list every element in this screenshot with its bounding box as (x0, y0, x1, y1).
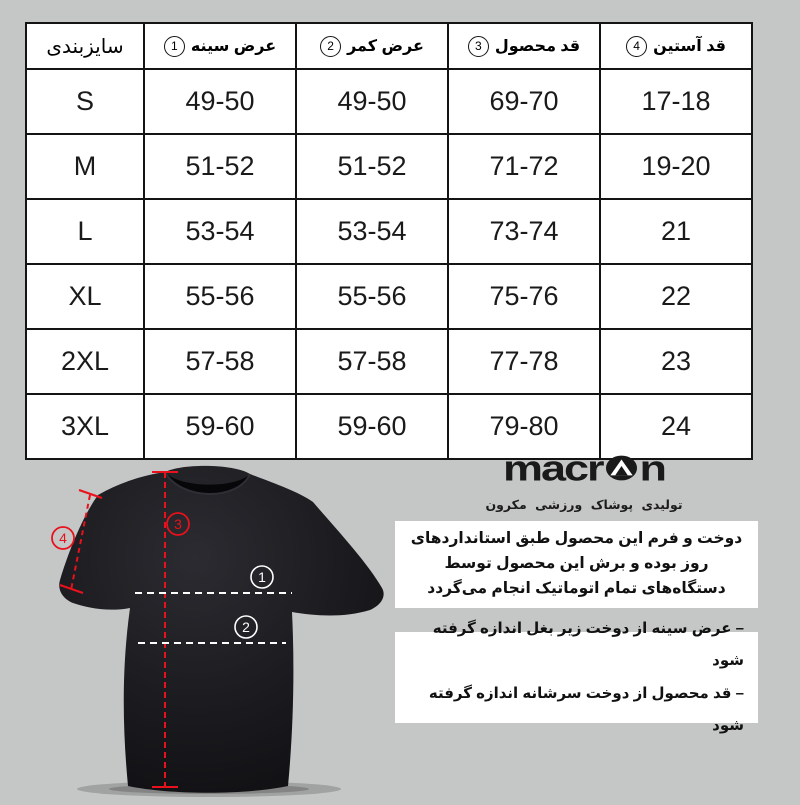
sleeve-value: 22 (600, 264, 752, 329)
chest-value: 55-56 (144, 264, 296, 329)
standards-note-box (395, 521, 758, 608)
circled-number-1: 1 (164, 36, 185, 57)
length-value: 75-76 (448, 264, 600, 329)
measure-note-chest: – عرض سینه از دوخت زیر بغل اندازه گرفته شود (432, 620, 744, 670)
chest-value: 51-52 (144, 134, 296, 199)
table-row-m (26, 134, 752, 199)
size-label: 2XL (26, 329, 144, 394)
waist-value: 53-54 (296, 199, 448, 264)
size-table (25, 22, 753, 460)
logo-text-left: macr (502, 447, 603, 489)
length-value: 79-80 (448, 394, 600, 459)
waist-value: 51-52 (296, 134, 448, 199)
sleeve-value: 24 (600, 394, 752, 459)
svg-text:2: 2 (242, 619, 250, 635)
svg-text:3: 3 (174, 516, 182, 532)
logo-text-right: n (639, 447, 666, 489)
table-row-l (26, 199, 752, 264)
length-value: 71-72 (448, 134, 600, 199)
standards-note-text: دوخت و فرم این محصول طبق استانداردهای روز بوده و برش این محصول توسط دستگاه‌های تمام اتوماتیک انجام می‌گردد (410, 530, 743, 597)
chest-value: 49-50 (144, 69, 296, 134)
macron-logo (474, 447, 694, 489)
circled-number-4: 4 (626, 36, 647, 57)
chest-value: 57-58 (144, 329, 296, 394)
waist-value: 57-58 (296, 329, 448, 394)
size-label: S (26, 69, 144, 134)
waist-value: 55-56 (296, 264, 448, 329)
circled-number-3: 3 (468, 36, 489, 57)
marker-4 (52, 527, 74, 549)
chest-value: 53-54 (144, 199, 296, 264)
header-product-length: قد محصول 3 (448, 23, 600, 69)
size-label: 3XL (26, 394, 144, 459)
waist-value: 49-50 (296, 69, 448, 134)
header-sleeve-length: قد آستین 4 (600, 23, 752, 69)
measure-note-length: – قد محصول از دوخت سرشانه اندازه گرفته شود (428, 684, 744, 734)
header-chest-width: عرض سینه 1 (144, 23, 296, 69)
svg-text:1: 1 (258, 569, 266, 585)
circled-number-2: 2 (320, 36, 341, 57)
length-value: 77-78 (448, 329, 600, 394)
macron-emblem-icon (605, 455, 638, 481)
size-label: L (26, 199, 144, 264)
waist-value: 59-60 (296, 394, 448, 459)
sleeve-value: 21 (600, 199, 752, 264)
chest-value: 59-60 (144, 394, 296, 459)
tshirt-body (59, 466, 383, 793)
size-label: M (26, 134, 144, 199)
brand-block (474, 447, 694, 512)
length-value: 69-70 (448, 69, 600, 134)
sleeve-value: 19-20 (600, 134, 752, 199)
svg-text:4: 4 (59, 530, 67, 546)
measure-note-box (395, 620, 758, 734)
brand-tagline: تولیدی پوشاک ورزشی مکرون (485, 498, 683, 512)
sleeve-value: 17-18 (600, 69, 752, 134)
header-sizing: سایزبندی (26, 23, 144, 69)
tshirt-measurement-diagram (45, 458, 395, 800)
table-header-row (26, 23, 752, 69)
table-row-s (26, 69, 752, 134)
size-label: XL (26, 264, 144, 329)
table-row-2xl (26, 329, 752, 394)
tshirt-illustration (45, 458, 395, 800)
length-value: 73-74 (448, 199, 600, 264)
header-waist-width: عرض کمر 2 (296, 23, 448, 69)
table-row-xl (26, 264, 752, 329)
sleeve-value: 23 (600, 329, 752, 394)
